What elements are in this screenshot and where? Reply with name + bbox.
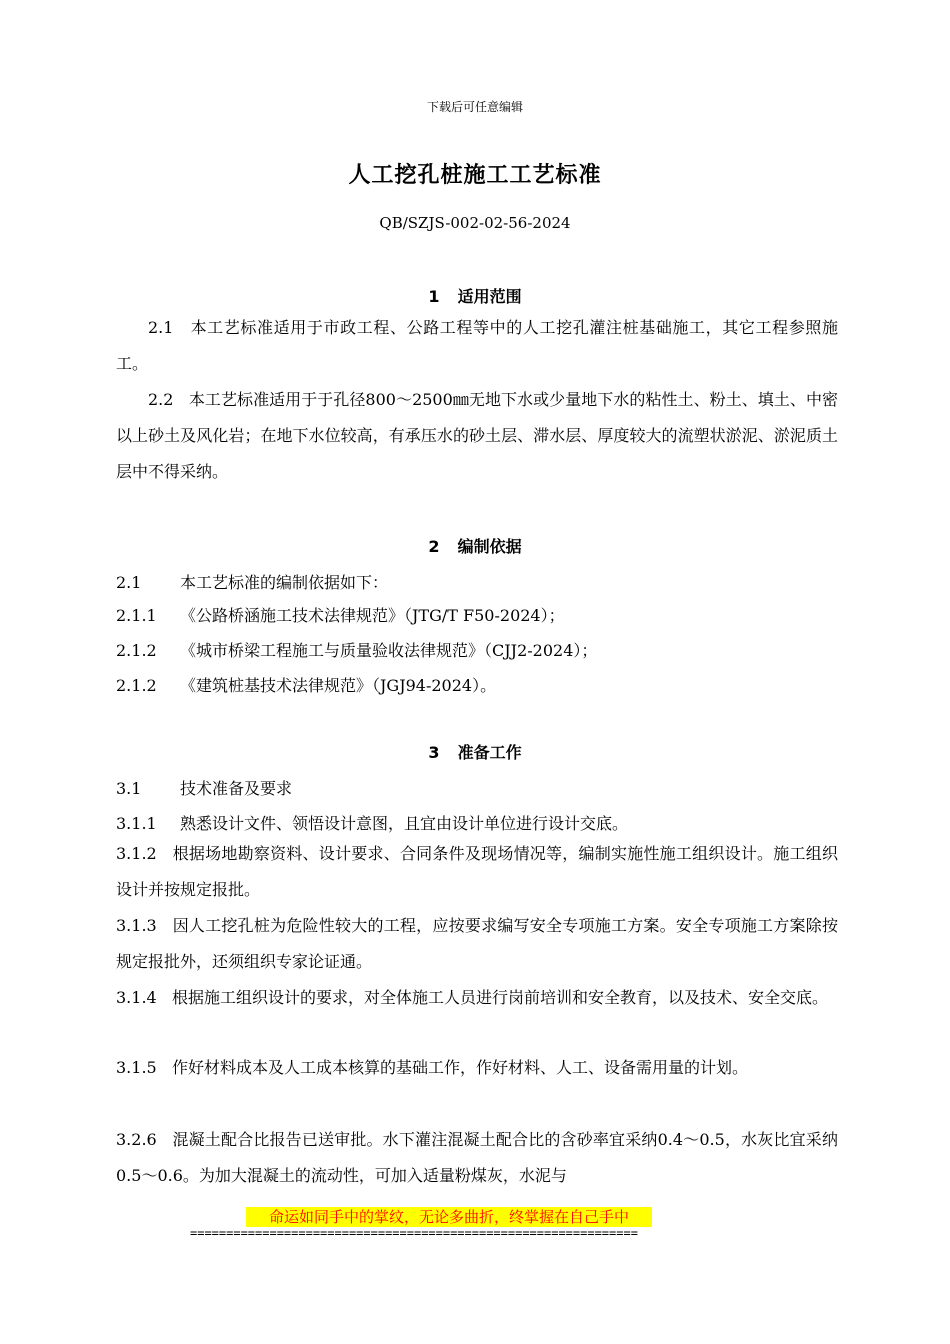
list-item xyxy=(116,603,838,626)
list-item xyxy=(116,1050,838,1086)
item-text: 《建筑桩基技术法律规范》（JGJ94-2024）。 xyxy=(180,676,497,695)
section-title: 编制依据 xyxy=(457,537,522,556)
item-text: 因人工挖孔桩为危险性较大的工程，应按要求编写安全专项施工方案。安全专项施工方案除按规定报批外，还须组织专家论证通。 xyxy=(116,916,838,971)
item-text: 《公路桥涵施工技术法律规范》（JTG/T F50-2024）； xyxy=(180,606,565,625)
item-number: 2.1.2 xyxy=(116,641,157,660)
header-note: 下载后可任意编辑 xyxy=(426,100,523,114)
list-item xyxy=(116,1122,838,1194)
list-item xyxy=(116,776,838,799)
item-text: 作好材料成本及人工成本核算的基础工作，作好材料、人工、设备需用量的计划。 xyxy=(171,1058,748,1077)
document-title: 人工挖孔桩施工工艺标准 xyxy=(348,163,602,188)
footer-banner: 命运如同手中的掌纹，无论多曲折，终掌握在自己手中 xyxy=(246,1207,652,1227)
paragraph-number: 2.2 xyxy=(148,390,174,409)
item-number: 2.1.2 xyxy=(116,676,157,695)
paragraph-number: 2.1 xyxy=(148,318,174,337)
list-item xyxy=(116,908,838,980)
item-number: 3.1 xyxy=(116,779,142,798)
item-text: 根据场地勘察资料、设计要求、合同条件及现场情况等，编制实施性施工组织设计。施工组织设计并按规定报批。 xyxy=(116,844,838,899)
section-title: 准备工作 xyxy=(457,743,522,762)
item-number: 2.1.1 xyxy=(116,606,157,625)
section-heading-1 xyxy=(0,284,950,307)
section-title: 适用范围 xyxy=(457,287,522,306)
list-item xyxy=(116,570,838,593)
item-text: 熟悉设计文件、领悟设计意图，且宜由设计单位进行设计交底。 xyxy=(180,814,629,833)
list-item xyxy=(116,836,838,908)
section-heading-2 xyxy=(0,534,950,557)
section-heading-3 xyxy=(0,740,950,763)
list-item xyxy=(116,673,838,696)
footer-rule: ============================================================== xyxy=(190,1226,638,1240)
section-number: 2 xyxy=(428,537,440,556)
document-number: QB/SZJS-002-02-56-2024 xyxy=(379,214,571,232)
item-number: 3.2.6 xyxy=(116,1130,157,1149)
paragraph-2-1 xyxy=(116,310,838,382)
item-text: 《城市桥梁工程施工与质量验收法律规范》（CJJ2-2024）； xyxy=(180,641,598,660)
paragraph-text: 本工艺标准适用于于孔径800～2500㎜无地下水或少量地下水的粘性土、粉土、填土、中密以上砂土及风化岩；在地下水位较高，有承压水的砂土层、滞水层、厚度较大的流塑状淤泥、淤泥质土层中不得采纳。 xyxy=(116,390,838,481)
item-text: 根据施工组织设计的要求，对全体施工人员进行岗前培训和安全教育，以及技术、安全交底。 xyxy=(171,988,828,1007)
list-item xyxy=(116,638,838,661)
item-text: 混凝土配合比报告已送审批。水下灌注混凝土配合比的含砂率宜采纳0.4～0.5，水灰比宜采纳0.5～0.6。为加大混凝土的流动性，可加入适量粉煤灰，水泥与 xyxy=(116,1130,838,1185)
item-text: 技术准备及要求 xyxy=(180,779,293,798)
item-number: 3.1.2 xyxy=(116,844,157,863)
section-number: 3 xyxy=(428,743,440,762)
list-item xyxy=(116,811,838,834)
item-text: 本工艺标准的编制依据如下： xyxy=(180,573,389,592)
item-number: 2.1 xyxy=(116,573,142,592)
paragraph-2-2 xyxy=(116,382,838,490)
section-number: 1 xyxy=(428,287,440,306)
list-item xyxy=(116,980,838,1016)
item-number: 3.1.5 xyxy=(116,1058,157,1077)
item-number: 3.1.3 xyxy=(116,916,157,935)
paragraph-text: 本工艺标准适用于市政工程、公路工程等中的人工挖孔灌注桩基础施工，其它工程参照施工。 xyxy=(116,318,838,373)
item-number: 3.1.4 xyxy=(116,988,157,1007)
item-number: 3.1.1 xyxy=(116,814,157,833)
